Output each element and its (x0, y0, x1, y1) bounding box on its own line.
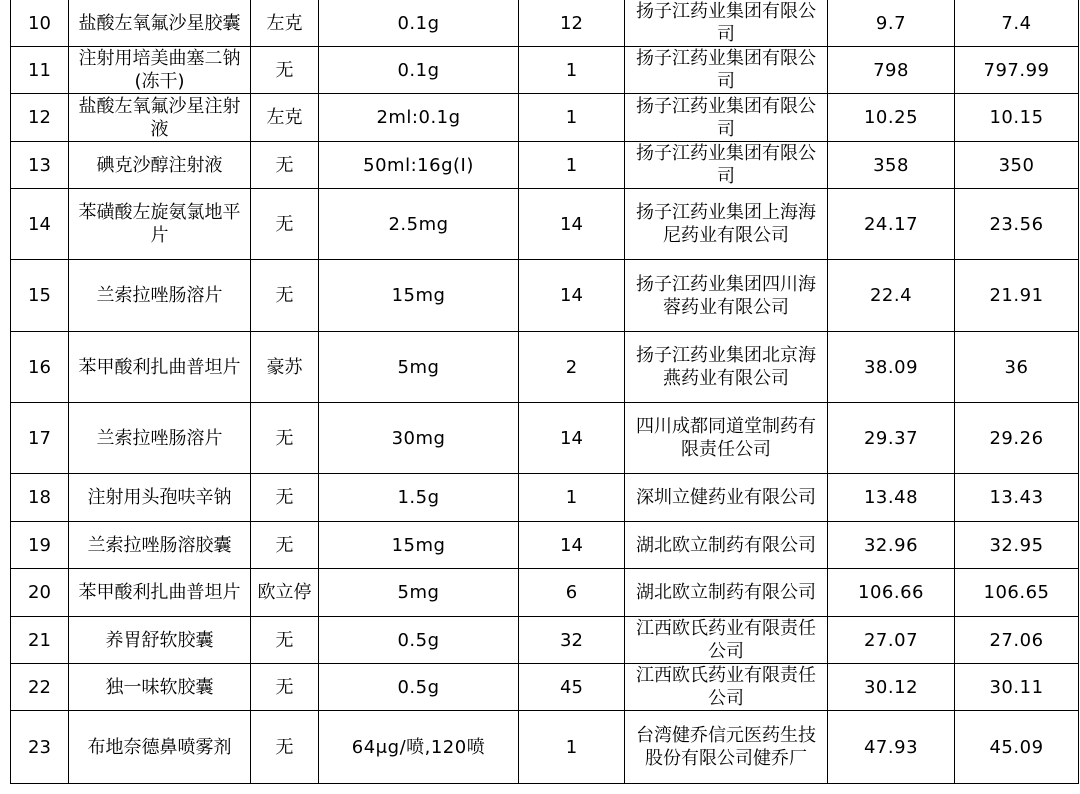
price-original-cell: 38.09 (828, 332, 955, 403)
manufacturer-cell: 江西欧氏药业有限责任公司 (625, 664, 828, 711)
price-adjusted-cell: 797.99 (955, 47, 1079, 94)
manufacturer-cell: 扬子江药业集团北京海燕药业有限公司 (625, 332, 828, 403)
manufacturer-cell: 江西欧氏药业有限责任公司 (625, 617, 828, 664)
table-row (11, 569, 1079, 617)
brand-name-cell: 豪苏 (251, 332, 319, 403)
table-row (11, 617, 1079, 664)
table-row (11, 142, 1079, 189)
table-row (11, 0, 1079, 47)
row-number-cell: 21 (11, 617, 69, 664)
drug-name-cell: 养胃舒软胶囊 (69, 617, 251, 664)
row-number-cell: 16 (11, 332, 69, 403)
brand-name-cell: 欧立停 (251, 569, 319, 617)
package-quantity-cell: 14 (519, 260, 625, 332)
price-original-cell: 13.48 (828, 474, 955, 522)
drug-name-cell: 布地奈德鼻喷雾剂 (69, 711, 251, 784)
brand-name-cell: 无 (251, 617, 319, 664)
drug-name-cell: 兰索拉唑肠溶片 (69, 403, 251, 474)
row-number-cell: 13 (11, 142, 69, 189)
specification-cell: 2ml:0.1g (319, 94, 519, 142)
row-number-cell: 12 (11, 94, 69, 142)
price-adjusted-cell: 13.43 (955, 474, 1079, 522)
price-original-cell: 9.7 (828, 0, 955, 47)
price-original-cell: 358 (828, 142, 955, 189)
price-adjusted-cell: 10.15 (955, 94, 1079, 142)
drug-name-cell: 注射用头孢呋辛钠 (69, 474, 251, 522)
brand-name-cell: 无 (251, 522, 319, 569)
package-quantity-cell: 1 (519, 94, 625, 142)
manufacturer-cell: 深圳立健药业有限公司 (625, 474, 828, 522)
row-number-cell: 17 (11, 403, 69, 474)
package-quantity-cell: 45 (519, 664, 625, 711)
brand-name-cell: 左克 (251, 94, 319, 142)
price-adjusted-cell: 350 (955, 142, 1079, 189)
price-adjusted-cell: 27.06 (955, 617, 1079, 664)
drug-name-cell: 苯甲酸利扎曲普坦片 (69, 332, 251, 403)
table-row (11, 711, 1079, 784)
manufacturer-cell: 湖北欧立制药有限公司 (625, 569, 828, 617)
specification-cell: 1.5g (319, 474, 519, 522)
package-quantity-cell: 12 (519, 0, 625, 47)
drug-name-cell: 盐酸左氧氟沙星胶囊 (69, 0, 251, 47)
table-row (11, 664, 1079, 711)
drug-price-table (10, 0, 1079, 784)
price-original-cell: 27.07 (828, 617, 955, 664)
specification-cell: 5mg (319, 332, 519, 403)
package-quantity-cell: 32 (519, 617, 625, 664)
price-adjusted-cell: 7.4 (955, 0, 1079, 47)
specification-cell: 15mg (319, 522, 519, 569)
price-original-cell: 29.37 (828, 403, 955, 474)
specification-cell: 30mg (319, 403, 519, 474)
table-row (11, 474, 1079, 522)
drug-name-cell: 碘克沙醇注射液 (69, 142, 251, 189)
drug-name-cell: 盐酸左氧氟沙星注射液 (69, 94, 251, 142)
manufacturer-cell: 扬子江药业集团有限公司 (625, 142, 828, 189)
price-original-cell: 106.66 (828, 569, 955, 617)
brand-name-cell: 无 (251, 711, 319, 784)
table-row (11, 94, 1079, 142)
specification-cell: 0.5g (319, 664, 519, 711)
table-body (11, 0, 1079, 784)
price-original-cell: 24.17 (828, 189, 955, 260)
manufacturer-cell: 扬子江药业集团上海海尼药业有限公司 (625, 189, 828, 260)
table-row (11, 332, 1079, 403)
row-number-cell: 23 (11, 711, 69, 784)
drug-name-cell: 独一味软胶囊 (69, 664, 251, 711)
brand-name-cell: 无 (251, 142, 319, 189)
brand-name-cell: 左克 (251, 0, 319, 47)
specification-cell: 5mg (319, 569, 519, 617)
row-number-cell: 14 (11, 189, 69, 260)
package-quantity-cell: 14 (519, 522, 625, 569)
package-quantity-cell: 1 (519, 711, 625, 784)
manufacturer-cell: 扬子江药业集团有限公司 (625, 0, 828, 47)
package-quantity-cell: 1 (519, 142, 625, 189)
specification-cell: 64μg/喷,120喷 (319, 711, 519, 784)
table-row (11, 403, 1079, 474)
price-adjusted-cell: 106.65 (955, 569, 1079, 617)
price-original-cell: 798 (828, 47, 955, 94)
price-original-cell: 30.12 (828, 664, 955, 711)
package-quantity-cell: 14 (519, 189, 625, 260)
package-quantity-cell: 1 (519, 47, 625, 94)
price-original-cell: 10.25 (828, 94, 955, 142)
row-number-cell: 10 (11, 0, 69, 47)
manufacturer-cell: 台湾健乔信元医药生技股份有限公司健乔厂 (625, 711, 828, 784)
brand-name-cell: 无 (251, 403, 319, 474)
brand-name-cell: 无 (251, 260, 319, 332)
package-quantity-cell: 6 (519, 569, 625, 617)
manufacturer-cell: 扬子江药业集团四川海蓉药业有限公司 (625, 260, 828, 332)
specification-cell: 0.1g (319, 47, 519, 94)
specification-cell: 50ml:16g(I) (319, 142, 519, 189)
price-adjusted-cell: 36 (955, 332, 1079, 403)
price-adjusted-cell: 29.26 (955, 403, 1079, 474)
drug-name-cell: 兰索拉唑肠溶片 (69, 260, 251, 332)
price-adjusted-cell: 21.91 (955, 260, 1079, 332)
manufacturer-cell: 湖北欧立制药有限公司 (625, 522, 828, 569)
manufacturer-cell: 四川成都同道堂制药有限责任公司 (625, 403, 828, 474)
table-row (11, 522, 1079, 569)
specification-cell: 0.1g (319, 0, 519, 47)
price-original-cell: 22.4 (828, 260, 955, 332)
row-number-cell: 19 (11, 522, 69, 569)
price-adjusted-cell: 23.56 (955, 189, 1079, 260)
specification-cell: 2.5mg (319, 189, 519, 260)
row-number-cell: 22 (11, 664, 69, 711)
price-adjusted-cell: 30.11 (955, 664, 1079, 711)
row-number-cell: 11 (11, 47, 69, 94)
price-original-cell: 47.93 (828, 711, 955, 784)
package-quantity-cell: 2 (519, 332, 625, 403)
brand-name-cell: 无 (251, 664, 319, 711)
row-number-cell: 18 (11, 474, 69, 522)
specification-cell: 15mg (319, 260, 519, 332)
table-row (11, 260, 1079, 332)
table-row (11, 47, 1079, 94)
drug-name-cell: 苯磺酸左旋氨氯地平片 (69, 189, 251, 260)
row-number-cell: 20 (11, 569, 69, 617)
manufacturer-cell: 扬子江药业集团有限公司 (625, 94, 828, 142)
specification-cell: 0.5g (319, 617, 519, 664)
drug-name-cell: 苯甲酸利扎曲普坦片 (69, 569, 251, 617)
manufacturer-cell: 扬子江药业集团有限公司 (625, 47, 828, 94)
price-adjusted-cell: 45.09 (955, 711, 1079, 784)
price-original-cell: 32.96 (828, 522, 955, 569)
brand-name-cell: 无 (251, 47, 319, 94)
package-quantity-cell: 1 (519, 474, 625, 522)
table-row (11, 189, 1079, 260)
drug-name-cell: 注射用培美曲塞二钠(冻干) (69, 47, 251, 94)
package-quantity-cell: 14 (519, 403, 625, 474)
row-number-cell: 15 (11, 260, 69, 332)
brand-name-cell: 无 (251, 189, 319, 260)
drug-name-cell: 兰索拉唑肠溶胶囊 (69, 522, 251, 569)
brand-name-cell: 无 (251, 474, 319, 522)
price-adjusted-cell: 32.95 (955, 522, 1079, 569)
